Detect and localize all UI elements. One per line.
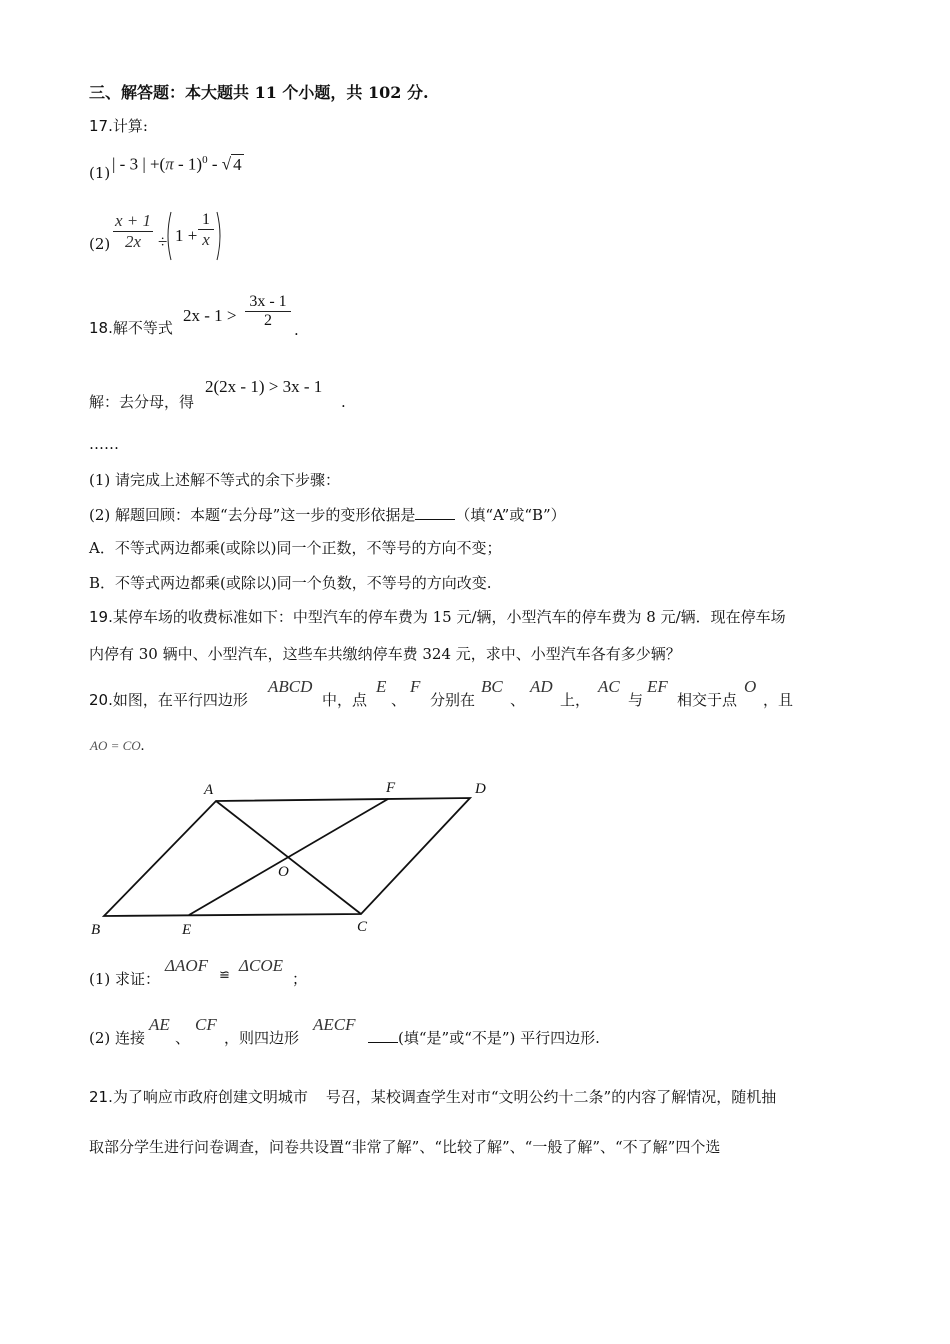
q20-line1: 20.如图，在平行四边形 <box>89 691 248 709</box>
answer-blank[interactable] <box>415 519 455 520</box>
q17-part1-label: (1) <box>89 164 111 182</box>
q20-part1-tri2: ΔCOE <box>239 956 283 975</box>
q18-title: 18.解不等式 <box>89 319 173 337</box>
q18-option-b: B．不等式两边都乘(或除以)同一个负数，不等号的方向改变. <box>89 574 492 592</box>
q18-inequality-lhs: 2x - 1 > <box>183 306 237 325</box>
q21-line2: 取部分学生进行问卷调查，问卷共设置“非常了解”、“比较了解”、“一般了解”、“不了解”四个选 <box>89 1138 721 1156</box>
q20-part2-rest: (填“是”或“不是”) 平行四边形. <box>368 1028 600 1048</box>
q18-ellipsis: …… <box>89 435 119 453</box>
parallelogram-figure <box>85 772 505 942</box>
q18-solution-text: 解：去分母，得 <box>89 393 195 411</box>
label-o: O <box>278 864 289 880</box>
congruent-symbol: ≌ <box>219 968 230 983</box>
q20-part1-tri1: ΔAOF <box>165 956 209 975</box>
q19-line1: 19.某停车场的收费标准如下：中型汽车的停车费为 15 元/辆，小型汽车的停车费为 8 元/辆．现在停车场 <box>89 608 786 626</box>
q20-part2-label: (2) 连接 <box>89 1029 146 1047</box>
label-f: F <box>386 780 396 796</box>
q20-condition: AO = CO. <box>90 738 145 754</box>
q17-part2-label: (2) <box>89 235 111 253</box>
label-c: C <box>357 919 368 935</box>
q17-part2-inner-fraction: $\frac{1}{x}$ <box>198 211 214 250</box>
label-d: D <box>475 781 486 797</box>
q21-line1: 21.为了响应市政府创建文明城市 号召，某校调查学生对市“文明公约十二条”的内容了解情况，随机抽 <box>89 1088 777 1106</box>
q17-part2-divide: ÷ <box>158 232 168 251</box>
label-e: E <box>182 922 192 938</box>
q20-part1-label: (1) 求证： <box>89 970 161 988</box>
q18-option-a: A．不等式两边都乘(或除以)同一个正数，不等号的方向不变； <box>89 539 502 557</box>
q17-part1-expression: | - 3 | +(π - 1)$^0$ - √ 4 <box>112 154 242 174</box>
q18-solution-expr: 2(2x - 1) > 3x - 1 <box>205 377 323 396</box>
q18-part1: (1) 请完成上述解不等式的余下步骤： <box>89 471 341 489</box>
section-header: 三、解答题：本大题共 11 个小题，共 102 分. <box>89 83 429 102</box>
q18-inequality-fraction: $\frac{3x - 1}{2}$ <box>245 293 291 330</box>
q17-title: 17.计算: <box>89 117 148 135</box>
q17-part2-one: 1 + <box>175 226 198 245</box>
q19-line2: 内停有 30 辆中、小型汽车，这些车共缴纳停车费 324 元，求中、小型汽车各有多少辆？ <box>89 645 681 663</box>
q17-part2-fraction: $\frac{x + 1}{2x}$ <box>114 211 152 251</box>
segment-ef <box>189 799 388 915</box>
answer-blank[interactable] <box>368 1042 398 1043</box>
label-a: A <box>204 782 214 798</box>
q18-part2: (2) 解题回顾：本题“去分母”这一步的变形依据是 （填“A”或“B”） <box>89 506 566 524</box>
sqrt-radicand: 4 <box>233 154 242 174</box>
label-b: B <box>91 922 101 938</box>
